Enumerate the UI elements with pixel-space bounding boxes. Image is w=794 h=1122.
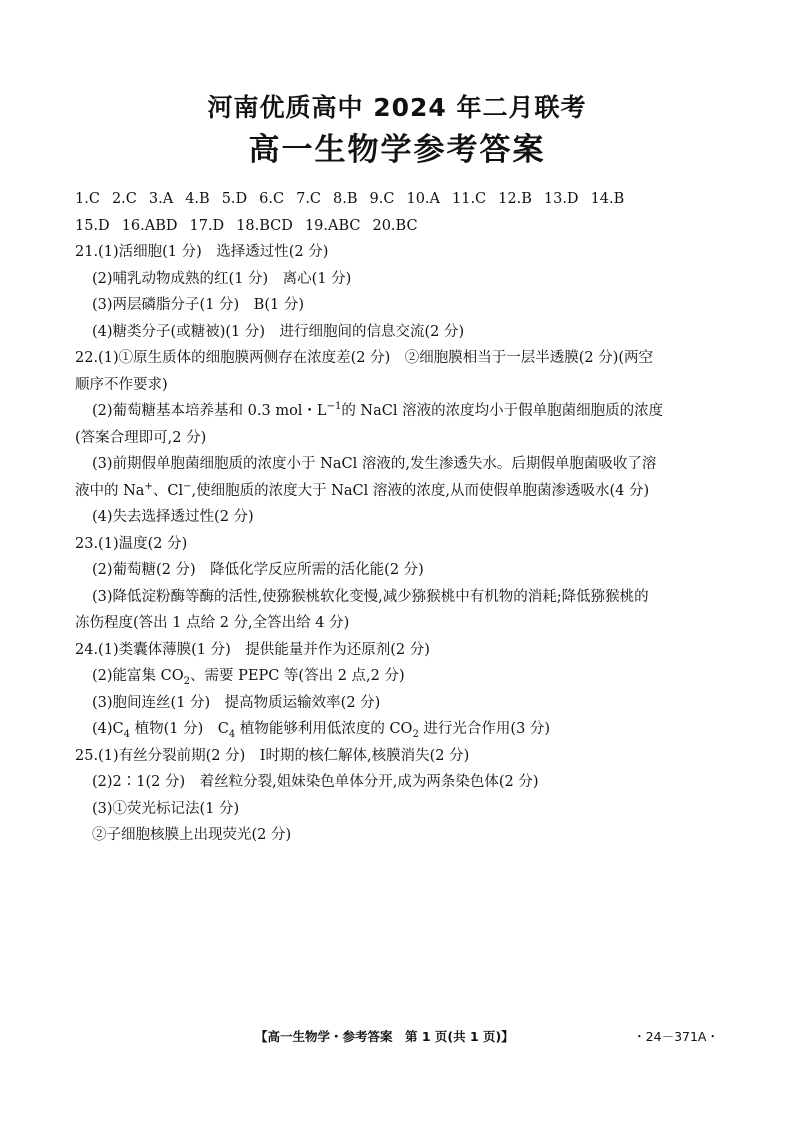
text: 、需要 PEPC 等(答出 2 点,2 分): [190, 668, 405, 684]
mc-answer: 3.A: [148, 191, 174, 207]
mc-answer: 7.C: [296, 191, 322, 207]
mc-answer: 6.C: [259, 191, 285, 207]
exam-title: 河南优质高中 2024 年二月联考: [207, 93, 587, 122]
text: 植物(1 分) C: [130, 721, 229, 737]
q22-line-2a: [75, 398, 725, 425]
mc-answer: 13.D: [543, 191, 579, 207]
mc-answer: 5.D: [221, 191, 248, 207]
q22-line-2b: (答案合理即可,2 分): [75, 429, 207, 446]
q21-line-2: (2)哺乳动物成熟的红(1 分) 离心(1 分): [92, 270, 352, 287]
q23-line-3a: (3)降低淀粉酶等酶的活性,使猕猴桃软化变慢,减少猕猴桃中有机物的消耗;降低猕猴桃的: [92, 588, 649, 605]
q25-line-4: ②子细胞核膜上出现荧光(2 分): [92, 827, 292, 843]
q22-line-1: 22.(1)①原生质体的细胞膜两侧存在浓度差(2 分) ②细胞膜相当于一层半透膜(2 分)(两空: [75, 350, 654, 366]
mc-answer: 4.B: [185, 191, 210, 207]
mc-answer: 9.C: [369, 191, 395, 207]
q21-line-4: (4)糖类分子(或糖被)(1 分) 进行细胞间的信息交流(2 分): [92, 323, 465, 340]
text: 的 NaCl 溶液的浓度均小于假单胞菌细胞质的浓度: [341, 403, 664, 419]
text: (2)能富集 CO: [92, 668, 184, 684]
text: 进行光合作用(3 分): [418, 721, 551, 737]
text: 液中的 Na: [75, 482, 145, 499]
mc-answer: 18.BCD: [236, 217, 293, 234]
q23-line-3b: 冻伤程度(答出 1 点给 2 分,全答出给 4 分): [75, 615, 350, 631]
footer-page-info: 【高一生物学・参考答案 第 1 页(共 1 页)】: [255, 1029, 514, 1044]
text: (2)葡萄糖基本培养基和 0.3 mol・L: [92, 403, 327, 419]
page-title: 高一生物学参考答案: [248, 132, 546, 168]
q22-line-3a: (3)前期假单胞菌细胞质的浓度小于 NaCl 溶液的,发生渗透失水。后期假单胞菌吸收了溶: [92, 456, 657, 472]
subscript: 2: [183, 675, 191, 687]
mc-answer: 12.B: [498, 191, 532, 207]
superscript: −1: [326, 401, 342, 413]
mc-answer: 14.B: [590, 191, 625, 207]
q23-line-1: 23.(1)温度(2 分): [75, 535, 188, 552]
superscript: +: [144, 480, 153, 492]
subscript: 4: [123, 728, 131, 740]
mc-answer: 11.C: [452, 191, 487, 207]
q25-line-2: (2)2∶1(2 分) 着丝粒分裂,姐妹染色单体分开,成为两条染色体(2 分): [92, 774, 539, 790]
q24-line-1: 24.(1)类囊体薄膜(1 分) 提供能量并作为还原剂(2 分): [75, 641, 430, 658]
mc-answers-line-1: [75, 186, 725, 213]
mc-answer: 8.B: [333, 191, 358, 207]
q22-line-1b: 顺序不作要求): [75, 376, 168, 393]
q25-line-1: 25.(1)有丝分裂前期(2 分) Ⅰ时期的核仁解体,核膜消失(2 分): [75, 747, 470, 764]
mc-answer: 2.C: [111, 191, 137, 207]
text: (4)C: [92, 721, 124, 737]
mc-answer: 1.C: [75, 191, 100, 207]
q24-line-3: (3)胞间连丝(1 分) 提高物质运输效率(2 分): [92, 694, 381, 711]
footer-code: ・24－371A・: [633, 1029, 719, 1044]
q23-line-2: (2)葡萄糖(2 分) 降低化学反应所需的活化能(2 分): [92, 562, 424, 578]
mc-answer: 17.D: [189, 217, 225, 234]
answer-body: [75, 186, 725, 849]
mc-answer: 10.A: [406, 191, 440, 207]
q21-line-3: (3)两层磷脂分子(1 分) B(1 分): [92, 297, 304, 313]
mc-answers-line-2: [75, 213, 725, 240]
mc-answer: 16.ABD: [121, 217, 178, 234]
q24-line-4: [75, 716, 725, 743]
subscript: 2: [412, 728, 419, 740]
superscript: −: [183, 480, 192, 492]
q21-line-1: 21.(1)活细胞(1 分) 选择透过性(2 分): [75, 244, 329, 260]
text: 、Cl: [152, 482, 184, 499]
text: 植物能够利用低浓度的 CO: [235, 721, 413, 737]
text: ,使细胞质的浓度大于 NaCl 溶液的浓度,从而使假单胞菌渗透吸水(4 分): [191, 482, 650, 499]
q24-line-2: [75, 663, 725, 690]
q22-line-3b: [75, 478, 725, 505]
subscript: 4: [228, 728, 236, 740]
q25-line-3: (3)①荧光标记法(1 分): [92, 800, 240, 817]
mc-answer: 15.D: [75, 217, 110, 234]
mc-answer: 19.ABC: [304, 217, 361, 234]
mc-answer: 20.BC: [372, 217, 418, 234]
q22-line-4: (4)失去选择透过性(2 分): [92, 509, 254, 525]
